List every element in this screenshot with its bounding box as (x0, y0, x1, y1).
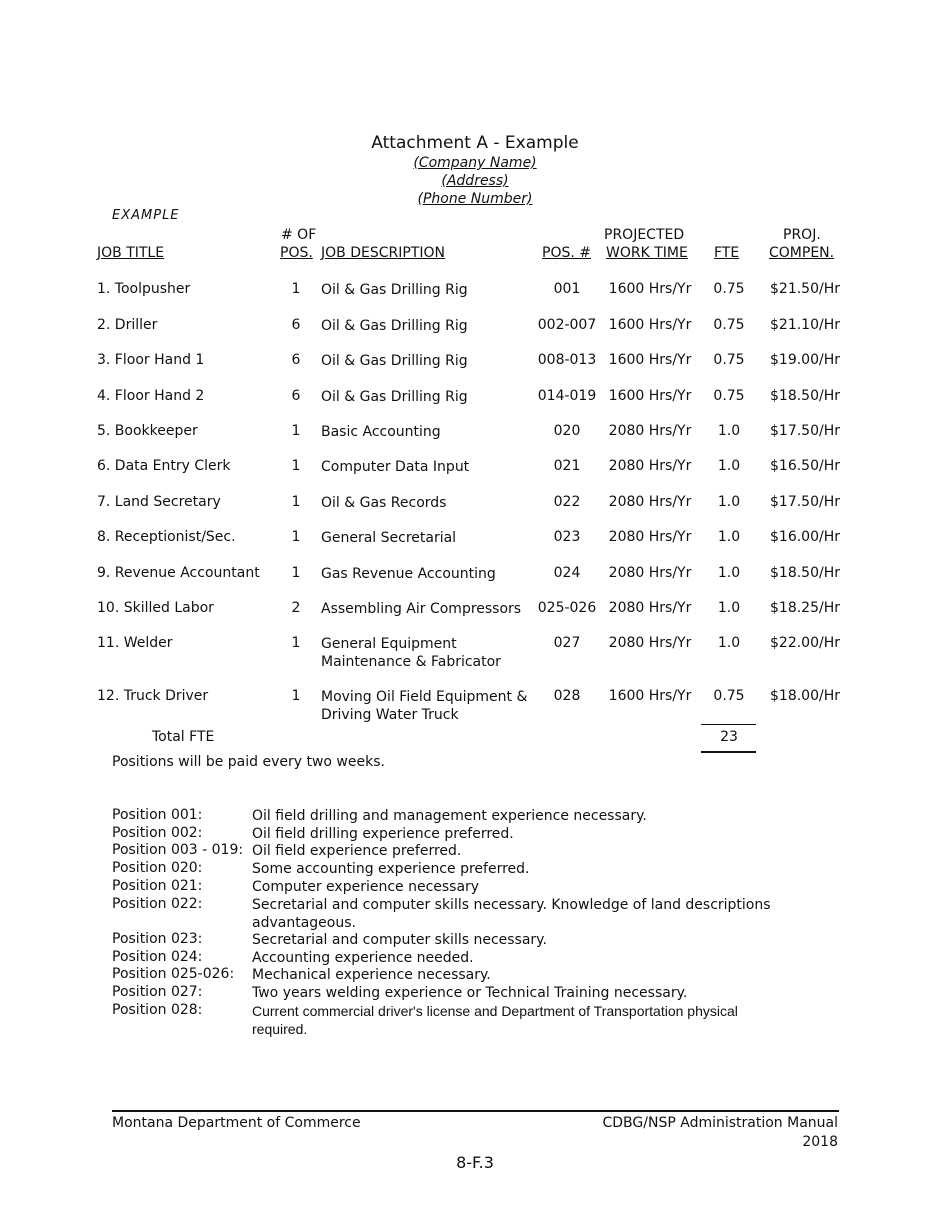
row-desc: Moving Oil Field Equipment & Driving Water Truck (321, 689, 528, 723)
row-work: 2080 Hrs/Yr (608, 423, 692, 439)
qualification-text: Secretarial and computer skills necessary. (252, 932, 547, 948)
footer-manual-title: CDBG/NSP Administration Manual (602, 1115, 838, 1131)
row-desc: General Equipment Maintenance & Fabricator (321, 636, 501, 670)
row-num: 1 (291, 281, 301, 297)
col-num-of-bottom: POS. (280, 245, 313, 261)
qualification-text: Oil field drilling experience preferred. (252, 826, 514, 842)
row-comp: $18.50/Hr (770, 565, 840, 581)
row-title: 7. Land Secretary (97, 494, 221, 510)
row-work: 2080 Hrs/Yr (608, 458, 692, 474)
row-title: 11. Welder (97, 635, 173, 651)
qualification-label: Position 021: (112, 878, 203, 894)
row-comp: $17.50/Hr (770, 423, 840, 439)
col-comp-top: PROJ. (783, 227, 821, 243)
row-fte: 1.0 (717, 565, 741, 581)
row-title: 10. Skilled Labor (97, 600, 214, 616)
total-fte-label: Total FTE (152, 729, 215, 745)
footer-year: 2018 (802, 1134, 838, 1150)
row-title: 3. Floor Hand 1 (97, 352, 205, 368)
row-fte: 0.75 (713, 281, 745, 297)
row-pos: 025-026 (537, 600, 597, 616)
row-fte: 1.0 (717, 635, 741, 651)
row-work: 1600 Hrs/Yr (608, 281, 692, 297)
qualification-text: Secretarial and computer skills necessary. Knowledge of land descriptions advantageous. (252, 897, 771, 931)
row-pos: 002-007 (537, 317, 597, 333)
row-pos: 020 (553, 423, 581, 439)
page-title: Attachment A - Example (371, 133, 579, 153)
qualification-text: Current commercial driver's license and Department of Transportation physical required. (252, 1003, 738, 1037)
row-num: 2 (291, 600, 301, 616)
qualification-label: Position 027: (112, 984, 203, 1000)
row-fte: 1.0 (717, 423, 741, 439)
total-fte-value: 23 (720, 729, 738, 745)
row-pos: 022 (553, 494, 581, 510)
row-comp: $16.00/Hr (770, 529, 840, 545)
row-comp: $22.00/Hr (770, 635, 840, 651)
row-num: 6 (291, 388, 301, 404)
row-num: 1 (291, 635, 301, 651)
row-work: 2080 Hrs/Yr (608, 600, 692, 616)
row-pos: 024 (553, 565, 581, 581)
qualification-text: Two years welding experience or Technical Training necessary. (252, 985, 688, 1001)
row-fte: 0.75 (713, 352, 745, 368)
row-work: 1600 Hrs/Yr (608, 388, 692, 404)
row-comp: $21.10/Hr (770, 317, 840, 333)
qualification-label: Position 028: (112, 1002, 203, 1018)
row-work: 2080 Hrs/Yr (608, 494, 692, 510)
total-top-rule (701, 724, 756, 725)
row-pos: 008-013 (537, 352, 597, 368)
row-fte: 0.75 (713, 317, 745, 333)
row-fte: 0.75 (713, 688, 745, 704)
row-fte: 0.75 (713, 388, 745, 404)
qualification-label: Position 001: (112, 807, 203, 823)
row-num: 1 (291, 529, 301, 545)
row-desc: General Secretarial (321, 530, 457, 546)
example-label: EXAMPLE (112, 208, 180, 223)
row-work: 2080 Hrs/Yr (608, 635, 692, 651)
col-work-time-bottom: WORK TIME (606, 245, 688, 261)
col-fte: FTE (714, 245, 740, 261)
col-comp-bottom: COMPEN. (769, 245, 835, 261)
row-num: 1 (291, 565, 301, 581)
company-phone: (Phone Number) (417, 191, 533, 207)
col-job-description: JOB DESCRIPTION (321, 245, 445, 261)
row-desc: Oil & Gas Drilling Rig (321, 282, 468, 298)
row-desc: Assembling Air Compressors (321, 601, 522, 617)
qualification-label: Position 023: (112, 931, 203, 947)
row-num: 1 (291, 423, 301, 439)
row-work: 1600 Hrs/Yr (608, 352, 692, 368)
row-work: 1600 Hrs/Yr (608, 317, 692, 333)
company-name: (Company Name) (413, 155, 537, 171)
row-fte: 1.0 (717, 494, 741, 510)
row-comp: $18.50/Hr (770, 388, 840, 404)
qualification-text: Computer experience necessary (252, 879, 480, 895)
row-comp: $18.25/Hr (770, 600, 840, 616)
row-desc: Gas Revenue Accounting (321, 566, 496, 582)
company-address: (Address) (441, 173, 509, 189)
col-pos-num: POS. # (542, 245, 591, 261)
qualification-label: Position 025-026: (112, 966, 235, 982)
row-work: 2080 Hrs/Yr (608, 529, 692, 545)
row-pos: 014-019 (537, 388, 597, 404)
footer-rule (112, 1110, 839, 1112)
row-title: 1. Toolpusher (97, 281, 191, 297)
row-comp: $19.00/Hr (770, 352, 840, 368)
footer-department: Montana Department of Commerce (112, 1115, 361, 1131)
row-work: 2080 Hrs/Yr (608, 565, 692, 581)
qualification-text: Oil field experience preferred. (252, 843, 462, 859)
total-bottom-rule (701, 751, 756, 753)
qualification-text: Mechanical experience necessary. (252, 967, 491, 983)
row-num: 1 (291, 688, 301, 704)
row-work: 1600 Hrs/Yr (608, 688, 692, 704)
pay-note: Positions will be paid every two weeks. (112, 754, 385, 770)
row-pos: 001 (553, 281, 581, 297)
qualification-label: Position 003 - 019: (112, 842, 244, 858)
row-pos: 028 (553, 688, 581, 704)
row-desc: Basic Accounting (321, 424, 441, 440)
row-title: 5. Bookkeeper (97, 423, 198, 439)
row-desc: Computer Data Input (321, 459, 470, 475)
row-title: 9. Revenue Accountant (97, 565, 260, 581)
col-num-of-top: # OF (281, 227, 317, 243)
qualification-label: Position 020: (112, 860, 203, 876)
row-pos: 023 (553, 529, 581, 545)
qualification-label: Position 002: (112, 825, 203, 841)
row-title: 12. Truck Driver (97, 688, 209, 704)
row-fte: 1.0 (717, 600, 741, 616)
page-number: 8-F.3 (456, 1153, 494, 1172)
row-desc: Oil & Gas Records (321, 495, 447, 511)
row-fte: 1.0 (717, 529, 741, 545)
row-comp: $21.50/Hr (770, 281, 840, 297)
row-comp: $16.50/Hr (770, 458, 840, 474)
row-num: 6 (291, 317, 301, 333)
row-pos: 027 (553, 635, 581, 651)
row-num: 1 (291, 494, 301, 510)
qualification-text: Oil field drilling and management experience necessary. (252, 808, 647, 824)
col-job-title: JOB TITLE (97, 245, 165, 261)
qualification-text: Accounting experience needed. (252, 950, 474, 966)
qualification-label: Position 024: (112, 949, 203, 965)
row-title: 4. Floor Hand 2 (97, 388, 205, 404)
qualification-text: Some accounting experience preferred. (252, 861, 530, 877)
row-pos: 021 (553, 458, 581, 474)
row-title: 2. Driller (97, 317, 158, 333)
row-comp: $18.00/Hr (770, 688, 840, 704)
row-desc: Oil & Gas Drilling Rig (321, 318, 468, 334)
row-num: 6 (291, 352, 301, 368)
row-fte: 1.0 (717, 458, 741, 474)
row-desc: Oil & Gas Drilling Rig (321, 389, 468, 405)
row-comp: $17.50/Hr (770, 494, 840, 510)
row-desc: Oil & Gas Drilling Rig (321, 353, 468, 369)
qualification-label: Position 022: (112, 896, 203, 912)
row-title: 8. Receptionist/Sec. (97, 529, 236, 545)
row-num: 1 (291, 458, 301, 474)
row-title: 6. Data Entry Clerk (97, 458, 231, 474)
col-work-time-top: PROJECTED (604, 227, 685, 243)
